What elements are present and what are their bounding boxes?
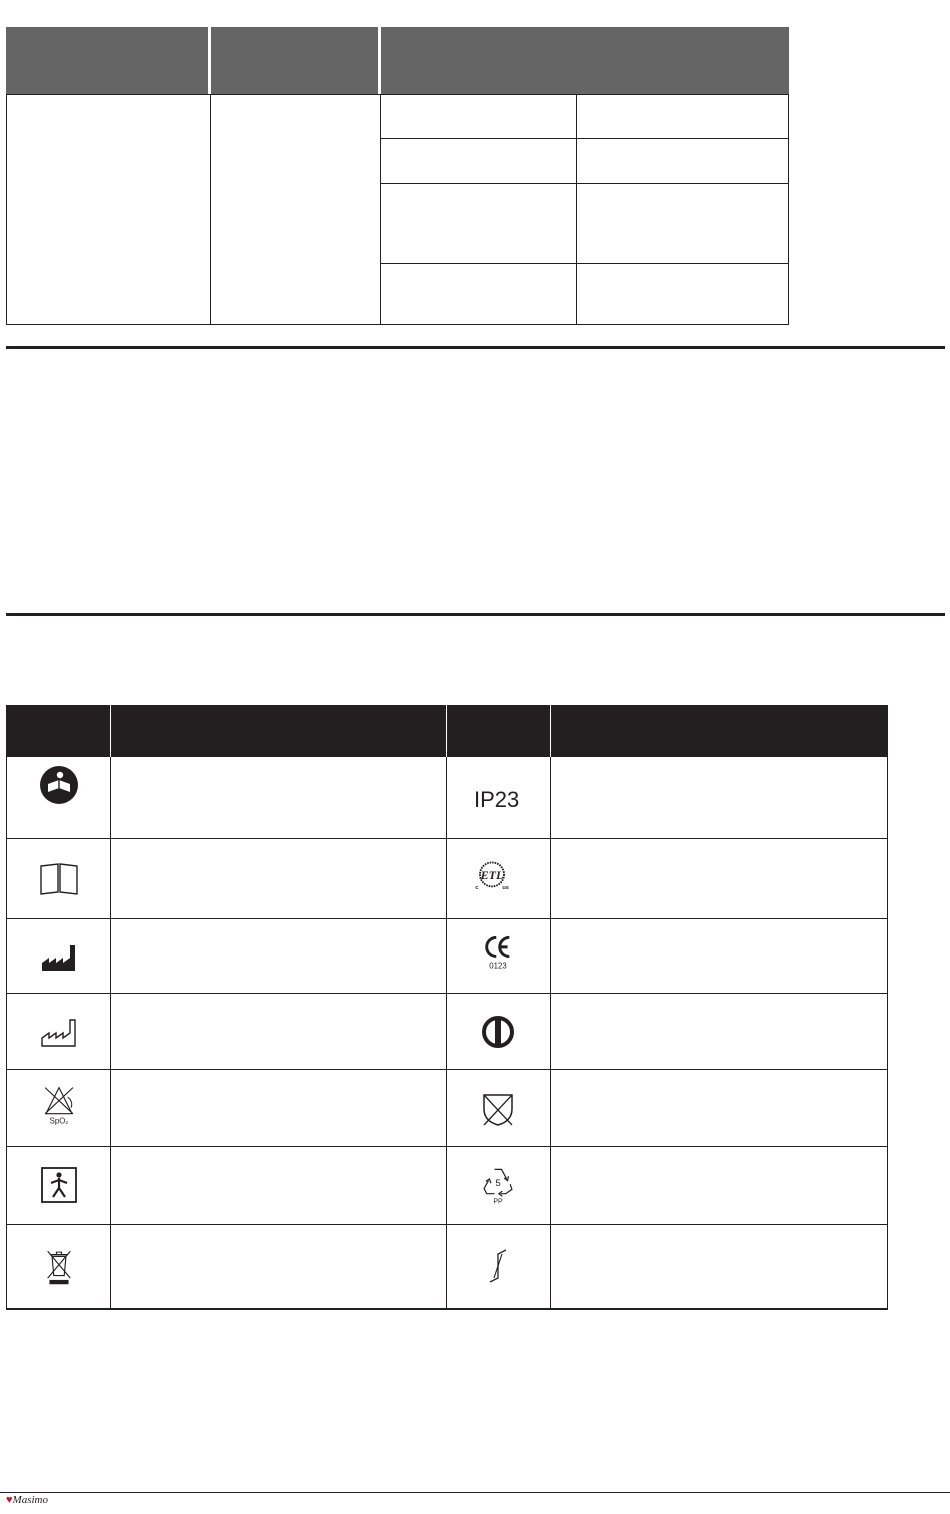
grid-line xyxy=(6,1308,888,1310)
svg-text:SpO₂: SpO₂ xyxy=(49,1116,69,1125)
ip23-rating: IP23 xyxy=(474,787,520,812)
svg-text:5: 5 xyxy=(495,1177,501,1189)
ce-mark-icon xyxy=(478,933,518,973)
grid-line xyxy=(6,757,7,1310)
table-cell xyxy=(380,138,577,184)
table-cell xyxy=(380,263,577,325)
grid-line xyxy=(6,838,888,839)
table-cell-merged-2 xyxy=(210,94,381,325)
table-header-col-2 xyxy=(211,27,378,94)
masimo-logo: ♥Masimo xyxy=(6,1494,48,1506)
weee-disposal-icon xyxy=(39,1246,79,1286)
grid-line xyxy=(6,993,888,994)
grid-line xyxy=(6,1069,888,1070)
section-divider xyxy=(6,613,945,616)
not-for-continuous-monitoring-icon xyxy=(39,1085,79,1125)
header-separator xyxy=(110,705,111,757)
header-separator xyxy=(446,705,447,757)
section-divider xyxy=(6,346,945,349)
grid-line xyxy=(550,757,551,1310)
table-cell-merged-1 xyxy=(6,94,211,325)
manufacturer-icon xyxy=(39,937,79,977)
svg-text:PP: PP xyxy=(493,1198,503,1205)
svg-text:us: us xyxy=(502,884,509,891)
table-cell xyxy=(380,94,577,139)
grid-line xyxy=(6,918,888,919)
table-cell xyxy=(576,138,789,184)
recycle-pp-icon xyxy=(478,1165,518,1205)
grid-line xyxy=(110,757,111,1310)
svg-text:c: c xyxy=(475,884,479,891)
consult-instructions-icon xyxy=(39,765,79,805)
date-of-manufacture-icon xyxy=(39,1012,79,1052)
etl-listed-icon xyxy=(472,856,512,896)
table-cell xyxy=(576,183,789,264)
grid-line xyxy=(6,1146,888,1147)
header-separator xyxy=(550,705,551,757)
table-cell xyxy=(380,183,577,264)
table-cell xyxy=(576,94,789,139)
svg-text:ETL: ETL xyxy=(480,868,504,883)
table-header-col-1 xyxy=(6,27,208,94)
instruction-manual-icon xyxy=(39,858,79,898)
grid-line xyxy=(446,757,447,1310)
footer-rule xyxy=(0,1492,950,1493)
power-standby-icon xyxy=(478,1012,518,1052)
table-header-col-3 xyxy=(381,27,789,94)
masimo-logo-mark-icon: ♥ xyxy=(6,1494,13,1506)
not-made-with-latex-icon xyxy=(478,1089,518,1129)
storage-temperature-limit-icon xyxy=(478,1246,518,1286)
type-bf-applied-part-icon xyxy=(39,1165,79,1205)
specification-table xyxy=(6,27,789,325)
svg-text:0123: 0123 xyxy=(489,961,507,971)
symbols-table xyxy=(6,705,888,1310)
grid-line xyxy=(6,1224,888,1225)
table-header xyxy=(6,705,888,757)
grid-line xyxy=(887,757,888,1310)
table-cell xyxy=(576,263,789,325)
